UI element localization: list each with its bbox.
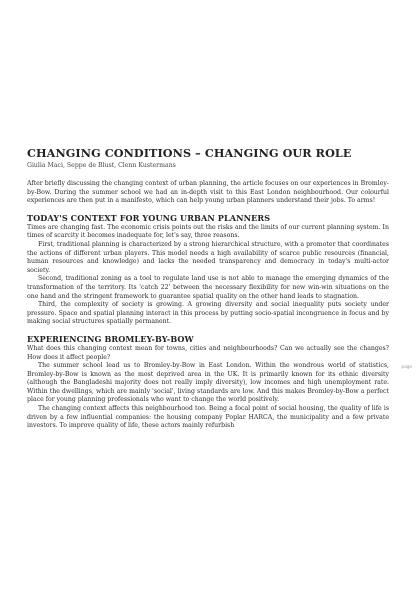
section-heading-bromley: EXPERIENCING BROMLEY-BY-BOW — [27, 333, 194, 344]
article-title: CHANGING CONDITIONS – CHANGING OUR ROLE — [27, 146, 352, 160]
page-number: page — [401, 364, 412, 369]
section-heading-context: TODAY'S CONTEXT FOR YOUNG URBAN PLANNERS — [27, 212, 271, 223]
paragraph: Times are changing fast. The economic crisis points out the risks and the limits of our current planning system. In times of scarcity it becomes inadequate for, let's say, three reasons. — [27, 223, 389, 240]
paragraph: Second, traditional zoning as a tool to regulate land use is not able to manage the emerging dynamics of the transformation of the territory. Its 'catch 22' between the necessary flexibility for new win-win situations on the one hand and the stringent framework to guarantee spatial quality on the other hand leads to stagnation. — [27, 275, 389, 300]
paragraph: Third, the complexity of society is growing. A growing diversity and social inequality puts society under pressure. Space and spatial planning interact in this process by putting socio-spatial incongruence in focus and by making social structures spatially permanent. — [27, 301, 389, 326]
article-authors: Giulia Maci, Seppe de Blust, Clenn Kustermans — [27, 162, 176, 169]
paragraph: What does this changing context mean for towns, cities and neighbourhoods? Can we actually see the changes? How does it affect people? — [27, 344, 389, 361]
article-column — [27, 147, 389, 431]
paragraph: The changing context affects this neighbourhood too. Being a focal point of social housing, the quality of life is driven by a few influential companies: the housing company Poplar HARCA, the municipality and a few private investors. To improve quality of life, these actors mainly refurbish — [27, 405, 389, 430]
paragraph: First, traditional planning is characterized by a strong hierarchical structure, with a promoter that coordinates the actions of different urban players. This model needs a high availability of scarce public resources (financial, human resources and knowledge) and lacks the needed transparency and democracy in today's multi-actor society. — [27, 240, 389, 274]
paragraph: The summer school lead us to Bromley-by-Bow in East London. Within the wondrous world of statistics, Bromley-by-Bow is known as the most deprived area in the UK. It is primarily known for its ethnic diversity (although the Bangladeshi majority does not really imply diversity), low incomes and high unemployment rate. Within the dwellings, which are mainly 'social', living standards are low. And this makes Bromley-by-Bow a perfect place for young planning professionals who want to change the world positively. — [27, 362, 389, 404]
article-intro: After briefly discussing the changing context of urban planning, the article focuses on our experiences in Bromley-by-Bow. During the summer school we had an in-depth visit to this East London neighbourhood. Our colourful experiences are then put in a manifesto, which can help young urban planners understand their jobs. To arms! — [27, 180, 389, 205]
